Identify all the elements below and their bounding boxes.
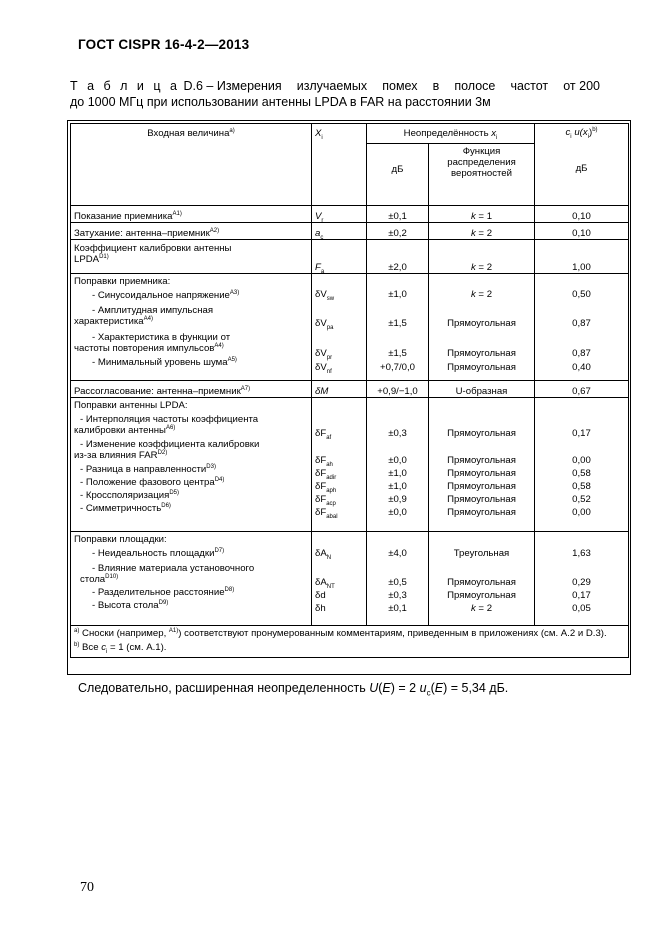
table-notes-row: [71, 626, 629, 658]
uncertainty-table: [70, 123, 629, 658]
header-uncertainty: Неопределённость $x_i$: [367, 124, 535, 144]
caption-line-2: до 1000 МГц при использовании антенны LPDA в FAR на расстоянии 3м: [70, 95, 491, 109]
table-row: Показание приемника$^{A1)}$ $V_r$ ±0,1 k = 1 0,10: [71, 206, 629, 223]
table-row-group-receiver: Поправки приемника: - Синусоидальное напряжение$^{A3)}$ - Амплитудная импульсная характеристика$^{A4)}$ - Характеристика в функции от частоты повторения импульсов$^{A4)}$ - Минимальный уровень шума$^{A5)}$ $\delta V_{sw}$ $\delta V_{pa}$ $\delta V_{pr}$ $\delta V_{nf}$ ±1,0 ±1,5 ±1,5 +0,7/0,0 k = 2 Прямоугольная Прямоугольная Прямоугольная 0,50 0,87 0,87 0,40: [71, 274, 629, 381]
header-db: дБ: [367, 144, 429, 206]
header-distribution: Функция распределения вероятностей: [429, 144, 535, 206]
table-row: Коэффициент калибровки антенны $LPDA^{D1)}$ $F_a$ ±2,0 k = 2 1,00: [71, 240, 629, 274]
table-row: Затухание: антенна–приемник$^{A2)}$ $a_c$ ±0,2 k = 2 0,10: [71, 223, 629, 240]
footnote-a: $^{a)}$ Сноски (например, $^{A1)}$) соответствуют пронумерованным комментариям, приведенным в приложениях (см. A.2 и D.3).: [74, 627, 607, 639]
header-ci-u: $c_i$ $u(x_i)^{b)}$ дБ: [535, 124, 629, 206]
header-xi: $X_i$: [312, 124, 367, 206]
page-number: 70: [80, 880, 94, 895]
table-caption: [70, 78, 600, 110]
document-header: ГОСТ CISPR 16-4-2—2013: [78, 37, 250, 52]
table-row: Рассогласование: антенна–приемник$^{A7)}$ δM +0,9/−1,0 U-образная 0,67: [71, 381, 629, 398]
caption-line-1: Т а б л и ц а D.6 – Измерения излучаемых помех в полосе частот от 200: [70, 79, 600, 93]
table-row-group-antenna: Поправки антенны LPDA: - Интерполяция частоты коэффициента калибровки антенны$^{A6)}$ - Изменение коэффициента калибровки из-за влияния $FAR^{D2)}$ - Разница в направленности$^{D3)}$ - Положение фазового центра$^{D4)}$ - Кроссполяризация$^{D5)}$ - Симметричность$^{D6)}$ $\delta F_{af}$ $\delta F_{ah}$ $\delta F_{adir}$ $\delta F_{aph}$ $\delta F_{acp}$ $\delta F_{abal}$ ±0,3 ±0,0 ±1,0 ±1,0 ±0,9 ±0,0 Прямоугольная Прямоугольная Прямоугольная Прямоугольная Прямоугольная Прямоугольная 0,17 0,00 0,58 0,58 0,52 0,00: [71, 398, 629, 532]
table-row-group-site: Поправки площадки: - Неидеальность площадки$^{D7)}$ - Влияние материала установочного стола$^{D10)}$ - Разделительное расстояние$^{D8)}$ - Высота стола$^{D9)}$ $\delta A_N$ $\delta A_{NT}$ δd δh ±4,0 ±0,5 ±0,3 ±0,1 Треугольная Прямоугольная Прямоугольная k = 2 1,63 0,29 0,17 0,05: [71, 532, 629, 626]
header-input-quantity: Входная величина$^{a)}$: [71, 124, 312, 206]
footnote-b: $^{b)}$ Все $c_i = 1$ (см. A.1).: [74, 641, 167, 655]
table-header-row: [71, 124, 629, 144]
conclusion-text: Следовательно, расширенная неопределенность U(E) = 2 $u_c(E) = 5,34$ дБ.: [78, 681, 509, 698]
